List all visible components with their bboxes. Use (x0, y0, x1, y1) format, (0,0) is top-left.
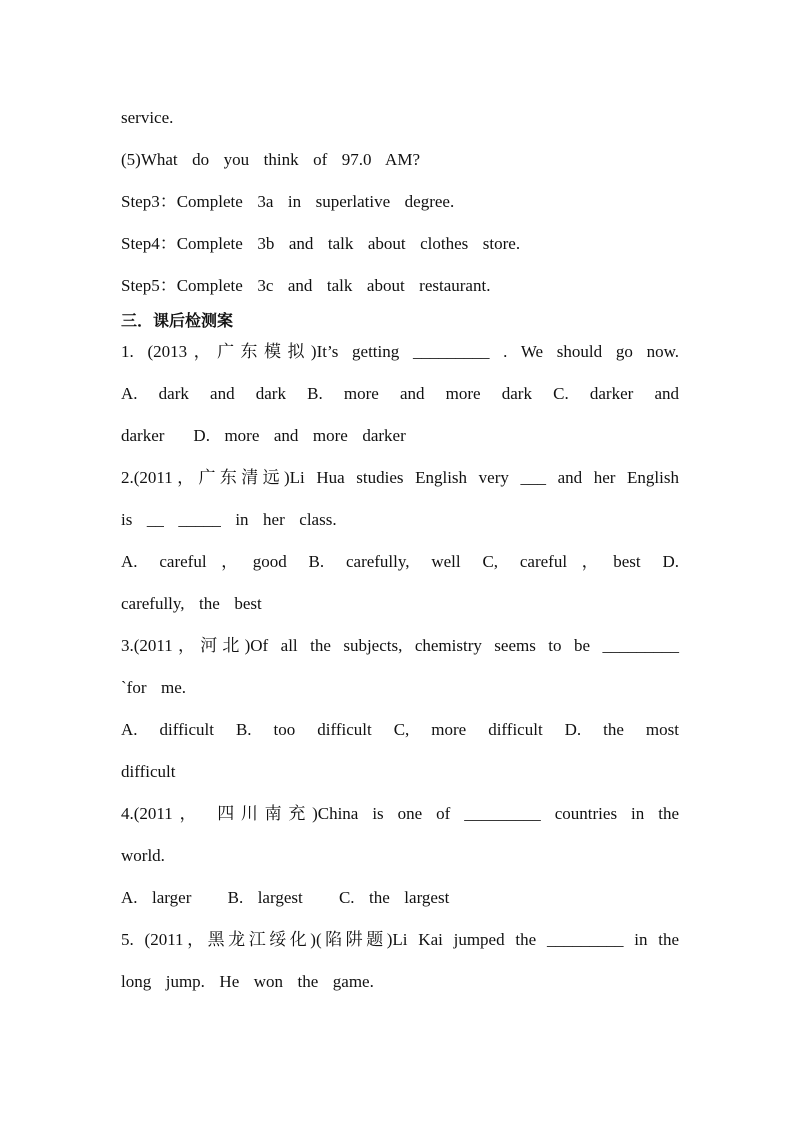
exercise-2-question-cont: is __ _____ in her class. (121, 510, 337, 529)
exercise-4-question: 4.(2011， 四川南充)China is one of _________ countries in the (121, 804, 679, 823)
text-line-step4: Step4：Complete 3b and talk about clothes store. (121, 234, 521, 253)
section-heading: 三．课后检测案 (121, 311, 234, 330)
exercise-3-question-cont: `for me. (121, 678, 187, 697)
exercise-2-options: A. careful，good B. carefully, well C, careful，best D. (121, 552, 679, 571)
exercise-1-question: 1. (2013，广东模拟)It’s getting _________ . We should go now. (121, 342, 679, 361)
text-line-question-5: (5)What do you think of 97.0 AM? (121, 150, 420, 169)
text-line-step5: Step5：Complete 3c and talk about restaurant. (121, 276, 491, 295)
exercise-5-question: 5. (2011，黑龙江绥化)(陷阱题)Li Kai jumped the _________ in the (121, 930, 679, 949)
text-line-step3: Step3：Complete 3a in superlative degree. (121, 192, 455, 211)
exercise-5-question-cont: long jump. He won the game. (121, 972, 374, 991)
exercise-3-options: A. difficult B. too difficult C, more difficult D. the most (121, 720, 679, 739)
exercise-4-question-cont: world. (121, 846, 165, 865)
exercise-3-question: 3.(2011，河北)Of all the subjects, chemistry seems to be _________ (121, 636, 679, 655)
text-line-service: service. (121, 108, 174, 127)
exercise-2-question: 2.(2011，广东清远)Li Hua studies English very ___ and her English (121, 468, 679, 487)
exercise-1-options: A. dark and dark B. more and more dark C. darker and (121, 384, 679, 403)
exercise-3-options-cont: difficult (121, 762, 176, 781)
exercise-2-options-cont: carefully, the best (121, 594, 262, 613)
exercise-4-options: A. larger B. largest C. the largest (121, 888, 450, 907)
exercise-1-options-cont: darker D. more and more darker (121, 426, 406, 445)
